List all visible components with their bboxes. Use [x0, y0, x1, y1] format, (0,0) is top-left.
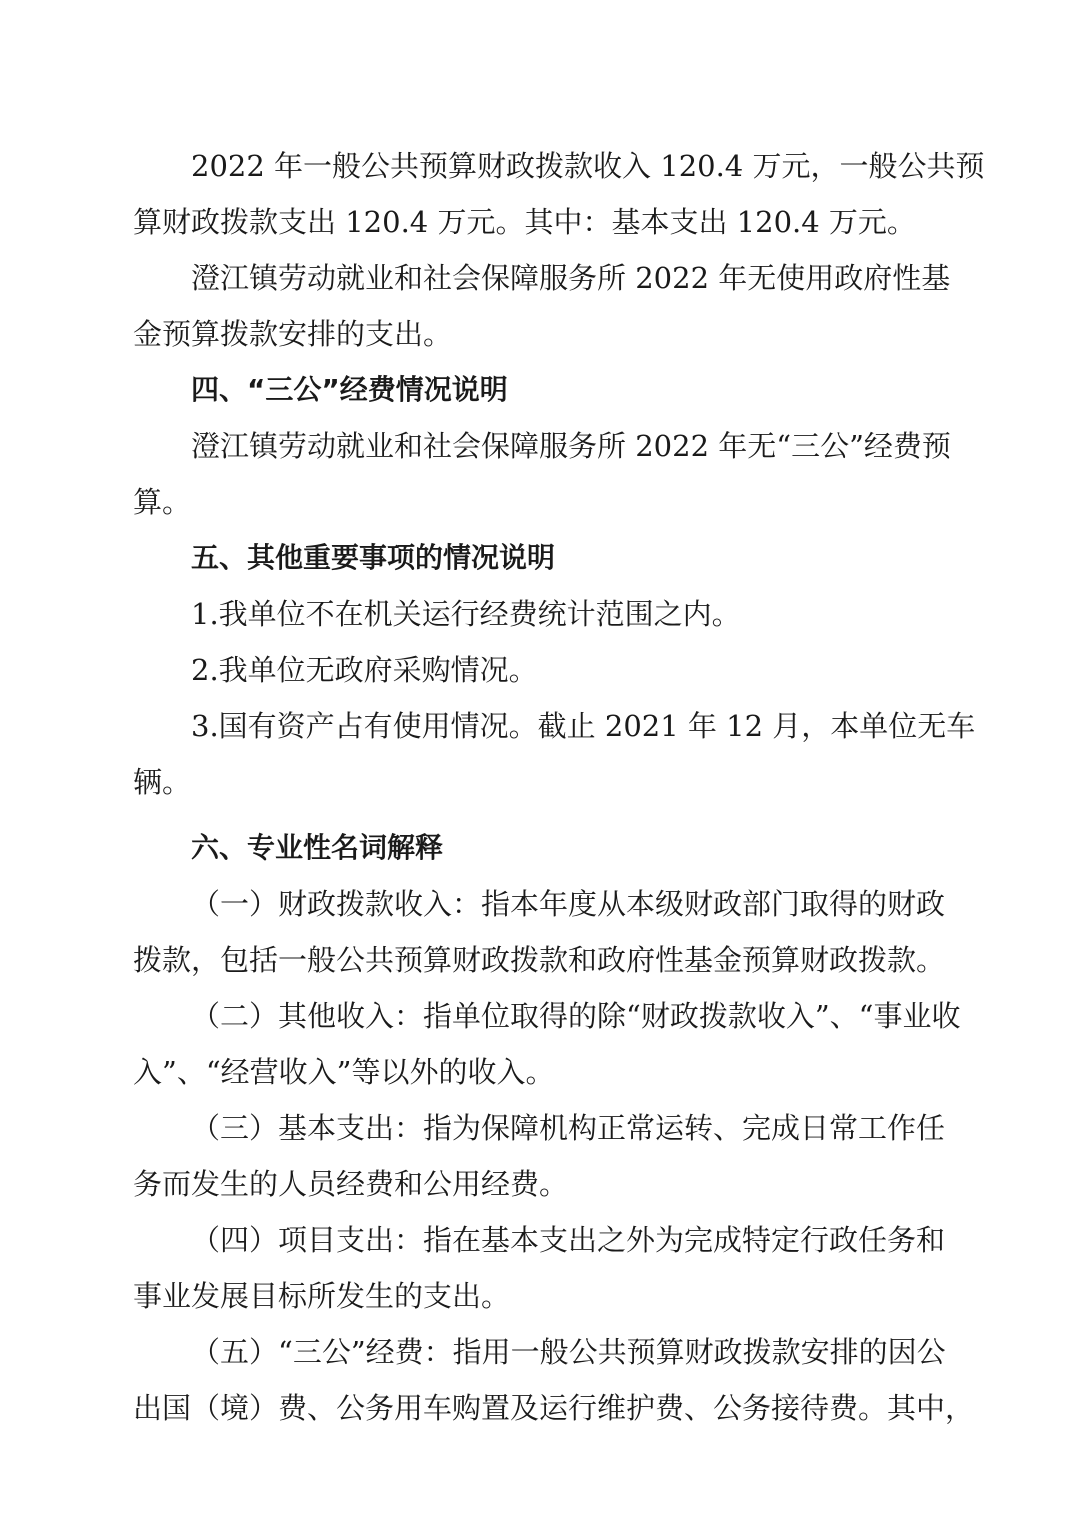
document-page	[133, 138, 985, 1436]
definition-line: 拨款，包括一般公共预算财政拨款和政府性基金预算财政拨款。	[133, 943, 946, 977]
definition-line: （四）项目支出：指在基本支出之外为完成特定行政任务和	[191, 1223, 946, 1257]
definition-line: 出国（境）费、公务用车购置及运行维护费、公务接待费。其中，	[133, 1391, 975, 1425]
definition-line: （二）其他收入：指单位取得的除“财政拨款收入”、“事业收	[191, 999, 961, 1033]
section-heading: 六、专业性名词解释	[191, 831, 444, 864]
definition-line: 务而发生的人员经费和公用经费。	[133, 1167, 569, 1201]
paragraph-line: 算。	[133, 485, 192, 519]
paragraph-line: 金预算拨款安排的支出。	[133, 317, 453, 351]
definition-line: （三）基本支出：指为保障机构正常运转、完成日常工作任	[191, 1111, 946, 1145]
definition-line: 入”、“经营收入”等以外的收入。	[133, 1055, 555, 1089]
list-item: 1.我单位不在机关运行经费统计范围之内。	[191, 597, 741, 631]
paragraph-line: 澄江镇劳动就业和社会保障服务所 2022 年无使用政府性基	[191, 261, 951, 295]
definition-line: （一）财政拨款收入：指本年度从本级财政部门取得的财政	[191, 887, 946, 921]
paragraph-line: 2022 年一般公共预算财政拨款收入 120.4 万元，一般公共预	[191, 149, 985, 183]
paragraph-line: 算财政拨款支出 120.4 万元。其中：基本支出 120.4 万元。	[133, 205, 916, 239]
spacer	[133, 810, 945, 820]
list-item: 3.国有资产占有使用情况。截止 2021 年 12 月，本单位无车	[191, 709, 976, 743]
paragraph-line: 澄江镇劳动就业和社会保障服务所 2022 年无“三公”经费预	[191, 429, 951, 463]
section-heading: 四、“三公”经费情况说明	[191, 373, 508, 406]
section-heading: 五、其他重要事项的情况说明	[191, 541, 556, 574]
list-item: 辆。	[133, 765, 192, 799]
definition-line: 事业发展目标所发生的支出。	[133, 1279, 511, 1313]
definition-line: （五）“三公”经费：指用一般公共预算财政拨款安排的因公	[191, 1335, 946, 1369]
list-item: 2.我单位无政府采购情况。	[191, 653, 538, 687]
